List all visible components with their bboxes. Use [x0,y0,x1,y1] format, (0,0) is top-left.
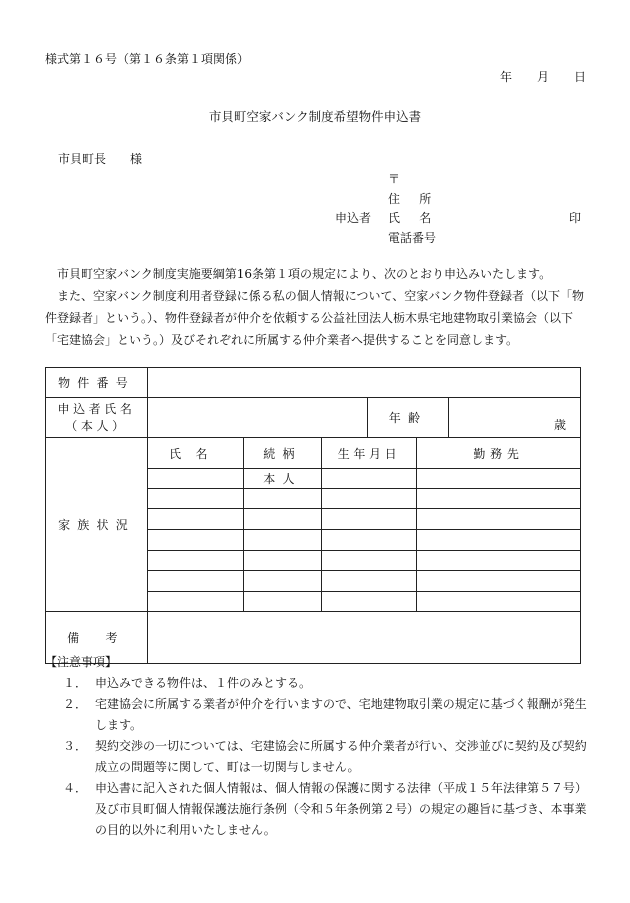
note-number: １． [62,676,87,690]
family-relation-cell[interactable] [244,530,322,551]
family-birthdate-cell[interactable] [322,551,417,571]
family-relation-cell[interactable] [244,592,322,612]
seal-label: 印 [569,211,582,225]
family-workplace-cell[interactable] [417,551,581,571]
family-workplace-cell[interactable] [417,509,581,530]
remarks-label: 備考 [46,612,148,664]
note-item [45,778,590,841]
applicant-name-field[interactable] [148,398,368,438]
body-paragraph-2: また、空家バンク制度利用者登録に係る私の個人情報について、空家バンク物件登録者（以下「物件登録者」という。）、物件登録者が仲介を依頼する公益社団法人栃木県宅地建物取引業協会（以下「宅建協会」という。）及びそれぞれに所属する仲介業者へ提供することを同意します。 [45,289,585,347]
family-workplace-cell[interactable] [417,489,581,509]
note-number: ２． [62,697,87,711]
note-text: 申込書に記入された個人情報は、個人情報の保護に関する法律（平成１５年法律第５７号）及び市貝町個人情報保護法施行条例（令和５年条例第２号）の規定の趣旨に基づき、本事業の目的以外に利用いたしません。 [95,781,588,837]
property-number-label: 物件番号 [46,368,148,398]
note-item [45,694,590,736]
form-number: 様式第１６号（第１６条第１項関係） [45,52,250,66]
age-unit: 歳 [554,418,567,432]
applicant-name-label [46,398,148,438]
application-table [45,367,581,664]
body-text [45,263,585,351]
property-number-field[interactable] [148,368,581,398]
family-birthdate-cell[interactable] [322,530,417,551]
family-name-cell[interactable] [148,469,244,489]
note-text: 宅建協会に所属する業者が仲介を行いますので、宅地建物取引業の規定に基づく報酬が発生します。 [95,697,587,732]
postal-mark: 〒 [388,172,401,186]
family-birthdate-cell[interactable] [322,489,417,509]
family-name-cell[interactable] [148,592,244,612]
family-name-cell[interactable] [148,551,244,571]
family-relation-cell[interactable] [244,551,322,571]
family-name-cell[interactable] [148,509,244,530]
date-month-label: 月 [537,70,550,84]
family-relation-cell[interactable] [244,571,322,592]
name-label: 氏 名 [388,211,435,225]
age-label: 年齢 [368,398,449,438]
family-name-cell[interactable] [148,530,244,551]
note-text: 申込みできる物件は、１件のみとする。 [95,676,312,690]
family-header-relation: 続柄 [244,438,322,469]
family-birthdate-cell[interactable] [322,509,417,530]
family-relation-cell[interactable] [244,509,322,530]
recipient: 市貝町長 様 [58,152,143,166]
applicant-name-label-text: 申込者氏名 [57,401,136,416]
family-birthdate-cell[interactable] [322,592,417,612]
family-workplace-cell[interactable] [417,530,581,551]
family-status-label: 家族状況 [46,438,148,612]
age-field[interactable] [449,398,581,438]
family-header-workplace: 勤務先 [417,438,581,469]
note-item [45,673,590,694]
family-birthdate-cell[interactable] [322,469,417,489]
family-workplace-cell[interactable] [417,571,581,592]
family-relation-cell: 本人 [244,469,322,489]
family-header-name: 氏名 [148,438,244,469]
notes-section [45,652,590,841]
notes-heading: 【注意事項】 [45,655,118,669]
family-name-cell[interactable] [148,489,244,509]
applicant-section-label: 申込者 [335,211,372,225]
family-header-birthdate: 生年月日 [322,438,417,469]
date-year-label: 年 [500,70,513,84]
note-number: ４． [62,781,87,795]
note-item [45,736,590,778]
family-workplace-cell[interactable] [417,469,581,489]
applicant-self-label: （本人） [65,418,128,433]
family-workplace-cell[interactable] [417,592,581,612]
address-label: 住 所 [388,192,435,206]
family-name-cell[interactable] [148,571,244,592]
date-day-label: 日 [574,70,587,84]
family-birthdate-cell[interactable] [322,571,417,592]
note-text: 契約交渉の一切については、宅建協会に所属する仲介業者が行い、交渉並びに契約及び契約成立の問題等に関して、町は一切関与しません。 [95,739,587,774]
family-relation-cell[interactable] [244,489,322,509]
phone-label: 電話番号 [388,231,437,245]
document-title: 市貝町空家バンク制度希望物件申込書 [208,109,422,124]
body-paragraph-1: 市貝町空家バンク制度実施要綱第16条第１項の規定により、次のとおり申込みいたします。 [57,267,552,281]
note-number: ３． [62,739,87,753]
